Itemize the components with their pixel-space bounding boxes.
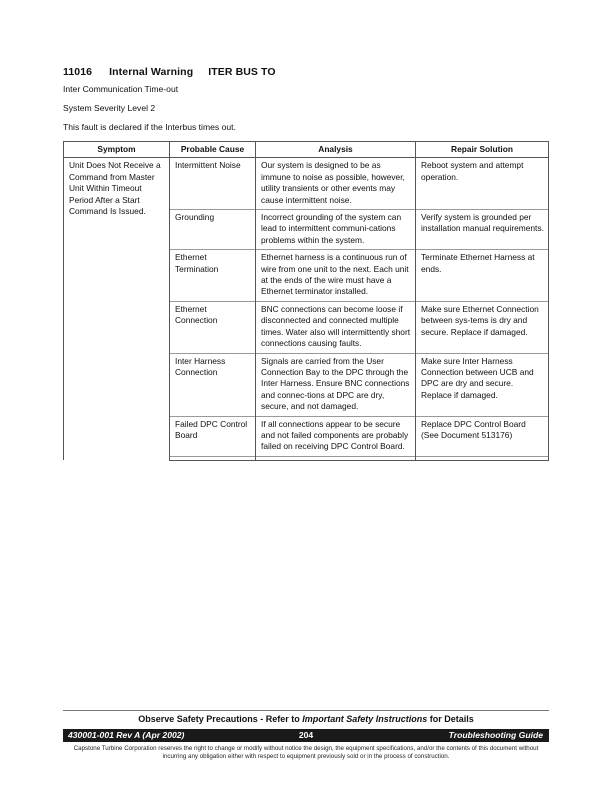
header-repair-solution: Repair Solution xyxy=(416,142,549,158)
document-id: 430001-001 Rev A (Apr 2002) xyxy=(68,730,185,740)
fault-declared: This fault is declared if the Interbus times out. xyxy=(63,122,236,132)
cause-cell: Ethernet Connection xyxy=(170,301,256,353)
solution-cell: Verify system is grounded per installation manual requirements. xyxy=(416,210,549,250)
cause-cell: Intermittent Noise xyxy=(170,158,256,210)
table-header-row xyxy=(64,142,549,158)
troubleshooting-table xyxy=(63,141,549,461)
safety-suffix: for Details xyxy=(427,714,474,724)
fault-severity: System Severity Level 2 xyxy=(63,103,156,113)
cause-cell: Inter Harness Connection xyxy=(170,353,256,416)
fault-name: ITER BUS TO xyxy=(208,66,276,78)
fault-title xyxy=(63,66,548,78)
cause-cell: Ethernet Termination xyxy=(170,250,256,302)
analysis-cell: BNC connections can become loose if disconnected and connected multiple times. Water also will intermittently short connections causing faults. xyxy=(256,301,416,353)
cause-cell: Failed DPC Control Board xyxy=(170,416,256,456)
solution-cell: Replace DPC Control Board (See Document 513176) xyxy=(416,416,549,456)
fault-code: 11016 xyxy=(63,66,93,78)
header-symptom: Symptom xyxy=(64,142,170,158)
analysis-cell: Incorrect grounding of the system can lead to intermittent communi-cations problems within the system. xyxy=(256,210,416,250)
analysis-cell: If all connections appear to be secure and not failed components are probably failed on receiving DPC Control Board. xyxy=(256,416,416,456)
solution-cell: Make sure Inter Harness Connection between UCB and DPC are dry and secure. Replace if damaged. xyxy=(416,353,549,416)
safety-prefix: Observe Safety Precautions - Refer to xyxy=(138,714,303,724)
header-probable-cause: Probable Cause xyxy=(170,142,256,158)
table-row xyxy=(64,158,549,210)
analysis-cell: Ethernet harness is a continuous run of wire from one unit to the next. Each unit at the ends of the wire must have a Ethernet terminator installed. xyxy=(256,250,416,302)
footer-safety-notice xyxy=(63,714,549,724)
page-content xyxy=(63,66,548,461)
safety-emphasis: Important Safety Instructions xyxy=(302,714,428,724)
analysis-cell: Signals are carried from the User Connection Bay to the DPC through the Inter Harness. Ensure BNC connections and connec-tions at DPC are dry, secure, and not damaged. xyxy=(256,353,416,416)
analysis-cell: Our system is designed to be as immune to noise as possible, however, utility transients or other events may cause intermittent noise. xyxy=(256,158,416,210)
symptom-cell: Unit Does Not Receive a Command from Master Unit Within Timeout Period After a Start Command Is Issued. xyxy=(64,158,170,460)
footer-divider xyxy=(63,710,549,711)
solution-cell: Reboot system and attempt operation. xyxy=(416,158,549,210)
page-number: 204 xyxy=(298,730,314,740)
header-analysis: Analysis xyxy=(256,142,416,158)
solution-cell: Make sure Ethernet Connection between sys-tems is dry and secure. Replace if damaged. xyxy=(416,301,549,353)
fault-description: Inter Communication Time-out xyxy=(63,84,179,94)
solution-cell: Terminate Ethernet Harness at ends. xyxy=(416,250,549,302)
footer-disclaimer: Capstone Turbine Corporation reserves the right to change or modify without notice the design, the equipment specifications, and/or the contents of this document without incurring any obligation either with respect to equipment previously sold or in the process of construction. xyxy=(73,745,539,760)
footer-bar xyxy=(63,729,549,742)
fault-type: Internal Warning xyxy=(109,66,194,78)
cause-cell: Grounding xyxy=(170,210,256,250)
guide-title: Troubleshooting Guide xyxy=(448,730,543,740)
